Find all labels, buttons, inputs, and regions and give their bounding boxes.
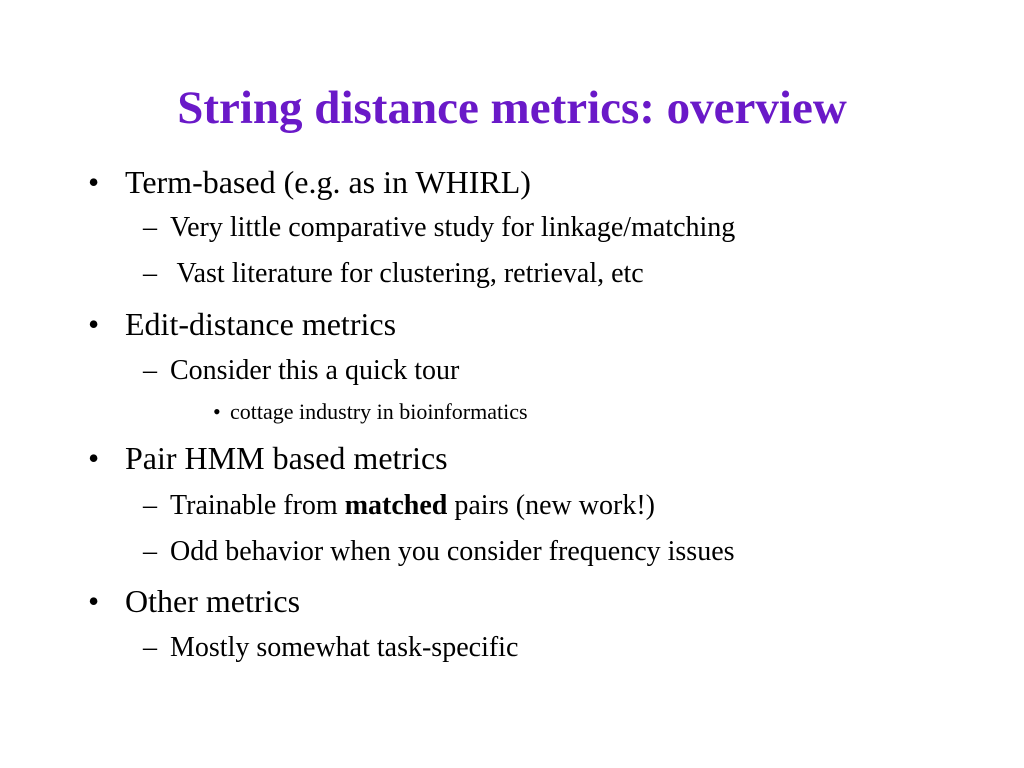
- sub-item-text: [170, 488, 655, 524]
- sub-item-text: Very little comparative study for linkage/matching: [170, 212, 736, 243]
- dash-marker: –: [143, 536, 157, 567]
- sub-item-text: Odd behavior when you consider frequency issues: [170, 536, 735, 567]
- bullet-marker: •: [213, 399, 221, 424]
- sub-item-text: Consider this a quick tour: [170, 355, 460, 386]
- emphasis-matched: matched: [344, 490, 448, 521]
- sub-item-text: Vast literature for clustering, retrieval, etc: [170, 258, 644, 289]
- text-before: Trainable from: [170, 490, 345, 521]
- bullet-marker: •: [88, 583, 100, 619]
- slide-title: String distance metrics: overview: [177, 82, 847, 134]
- bullet-marker: •: [88, 306, 100, 342]
- bullet-text: Other metrics: [125, 583, 301, 619]
- subsub-item-text: cottage industry in bioinformatics: [230, 399, 528, 424]
- dash-marker: –: [143, 355, 157, 386]
- dash-marker: –: [143, 258, 157, 289]
- dash-marker: –: [143, 212, 157, 243]
- bullet-text: Pair HMM based metrics: [125, 440, 448, 476]
- dash-marker: –: [143, 490, 157, 521]
- bullet-text: Term-based (e.g. as in WHIRL): [125, 164, 531, 200]
- text-after: pairs (new work!): [447, 490, 655, 521]
- bullet-text: Edit-distance metrics: [125, 306, 397, 342]
- bullet-marker: •: [88, 164, 100, 200]
- dash-marker: –: [143, 632, 157, 663]
- bullet-marker: •: [88, 440, 100, 476]
- sub-item-text: Mostly somewhat task-specific: [170, 632, 519, 663]
